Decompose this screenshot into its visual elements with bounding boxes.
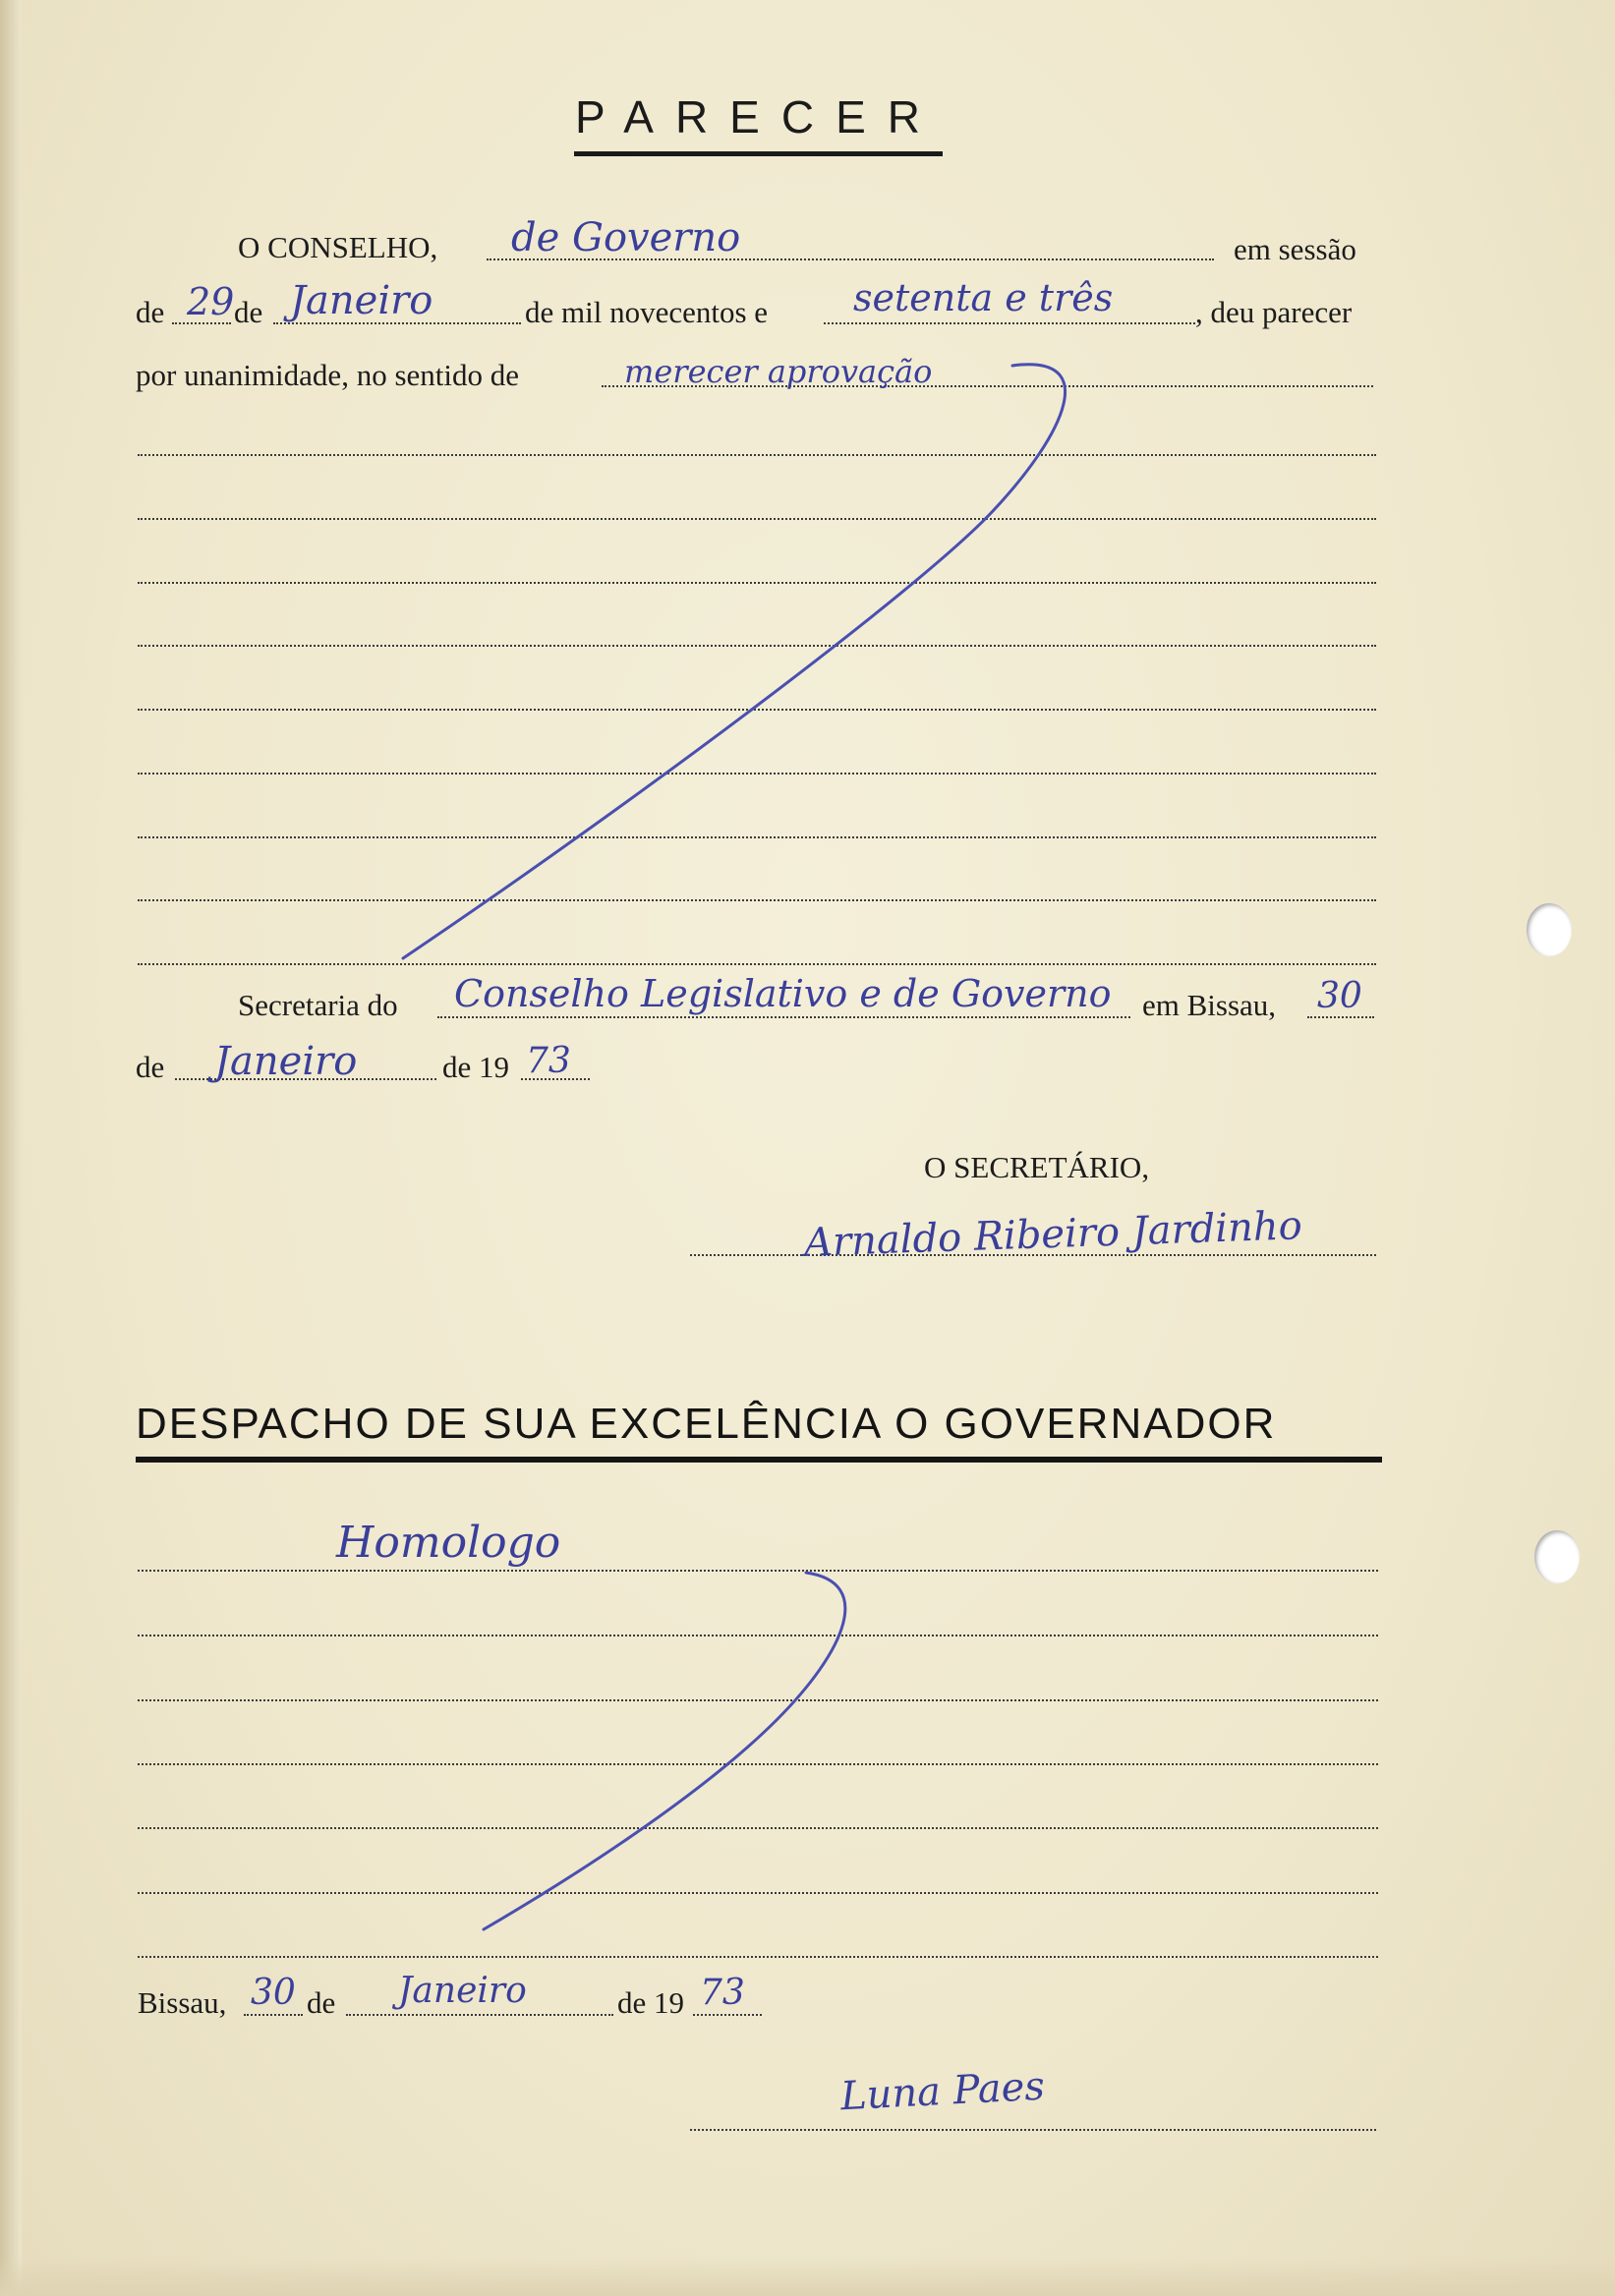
despacho-heading: DESPACHO DE SUA EXCELÊNCIA O GOVERNADOR — [136, 1400, 1277, 1448]
secretaria-value: Conselho Legislativo e de Governo — [454, 972, 1112, 1015]
sec-year-value: 73 — [526, 1041, 571, 1081]
despacho-day-value: 30 — [251, 1973, 296, 2013]
bissau-label: Bissau, — [138, 1985, 227, 2020]
de-label: de — [234, 295, 263, 329]
sec-month-value: Janeiro — [214, 1039, 358, 1084]
secretario-label: O SECRETÁRIO, — [924, 1150, 1150, 1184]
despacho-year-value: 73 — [700, 1973, 745, 2013]
de-19-label: de 19 — [617, 1985, 685, 2020]
governor-signature: Luna Paes — [838, 2063, 1046, 2120]
de-label: de — [307, 1985, 336, 2020]
year-words-value: setenta e três — [853, 276, 1114, 319]
month-value: Janeiro — [290, 278, 433, 323]
despacho-text: Homologo — [336, 1518, 561, 1568]
conselho-label: O CONSELHO, — [238, 230, 438, 264]
por-unanimidade-label: por unanimidade, no sentido de — [136, 358, 519, 392]
cancellation-stroke-parecer — [403, 365, 1066, 958]
cancellation-stroke-despacho — [484, 1573, 845, 1929]
secretaria-label: Secretaria do — [238, 988, 398, 1022]
despacho-month-value: Janeiro — [398, 1971, 527, 2011]
de-mil-novecentos-label: de mil novecentos e — [525, 295, 769, 329]
secretario-signature: Arnaldo Ribeiro Jardinho — [803, 1203, 1303, 1266]
de-label: de — [136, 295, 165, 329]
sec-day-value: 30 — [1317, 976, 1362, 1016]
de-19-label: de 19 — [442, 1050, 510, 1084]
page-title: PARECER — [575, 91, 942, 143]
em-bissau-label: em Bissau, — [1142, 988, 1277, 1022]
em-sessao-label: em sessão — [1234, 232, 1356, 266]
day-value: 29 — [187, 280, 235, 323]
conselho-value: de Governo — [511, 215, 741, 260]
sentido-value: merecer aprovação — [624, 353, 933, 390]
de-label: de — [136, 1050, 165, 1084]
deu-parecer-label: , deu parecer — [1195, 295, 1353, 329]
